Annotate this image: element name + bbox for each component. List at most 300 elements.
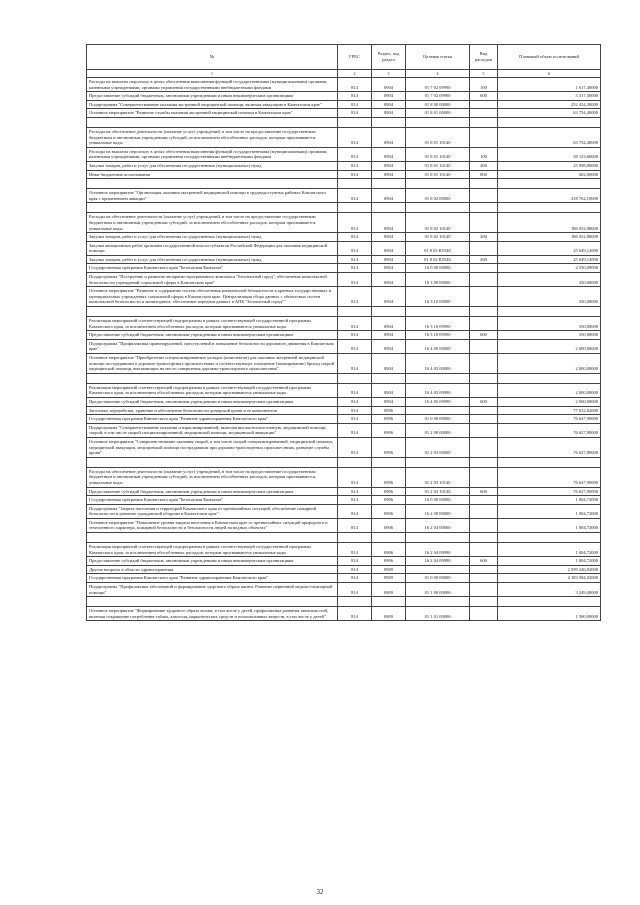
row-cs [406, 565, 470, 574]
row-grbs: 814 [338, 147, 372, 161]
row-vr: 100 [470, 147, 498, 161]
col-num: 3 [372, 70, 406, 78]
row-sum: 350,00000 [498, 317, 601, 331]
row-rzpr: 0904 [372, 213, 406, 233]
table-header-row [87, 45, 601, 70]
row-name: Закупка товаров, работ и услуг для обеспечения государственных (муниципальных) нужд [87, 255, 338, 264]
row-cs: 16 3 10 09990 [406, 317, 470, 331]
row-name: Государственная программа Камчатского края "Безопасная Камчатка" [87, 264, 338, 273]
spacer-cell [406, 597, 470, 607]
table-row [87, 574, 601, 583]
table-row [87, 406, 601, 415]
row-rzpr: 0909 [372, 607, 406, 621]
row-vr [470, 496, 498, 505]
row-name: Закупка авиационных работ органами государственной власти субъектов Российской Федерации для оказания медицинской помощи [87, 241, 338, 255]
row-rzpr: 0906 [372, 557, 406, 566]
row-grbs: 814 [338, 607, 372, 621]
row-name: Расходы на обеспечение деятельности (оказание услуг) учреждений, в том числе на предоставление государственным бюджетным и автономным учреждениям субсидий, за исключением обособленных расходов, которым присваиваются уникальные коды [87, 467, 338, 487]
spacer-cell [338, 597, 372, 607]
spacer-cell [338, 373, 372, 383]
row-rzpr: 0904 [372, 161, 406, 170]
row-vr [470, 607, 498, 621]
row-rzpr: 0904 [372, 233, 406, 242]
spacer-cell [406, 117, 470, 127]
row-rzpr: 0906 [372, 496, 406, 505]
row-cs: 01 8 01 10140 [406, 127, 470, 147]
spacer-cell [372, 533, 406, 543]
spacer-cell [87, 117, 338, 127]
row-sum: 76 627,90000 [498, 487, 601, 496]
spacer-cell [87, 597, 338, 607]
row-sum: 1 004,72000 [498, 557, 601, 566]
row-cs: 16 0 00 00000 [406, 496, 470, 505]
row-cs: 16 4 00 00000 [406, 339, 470, 353]
table-row [87, 383, 601, 397]
spacer-cell [498, 373, 601, 383]
row-rzpr: 0904 [372, 170, 406, 179]
row-sum: 2 000,00000 [498, 383, 601, 397]
spacer-cell [87, 533, 338, 543]
row-name: Предоставление субсидий бюджетным, автономным учреждениям и иным некоммерческим организациям [87, 487, 338, 496]
row-vr: 100 [470, 78, 498, 92]
table-row [87, 189, 601, 203]
row-cs: 01 8 02 R5540 [406, 241, 470, 255]
spacer-cell [338, 203, 372, 213]
row-grbs: 814 [338, 496, 372, 505]
row-vr [470, 287, 498, 307]
row-sum: 1 500,00000 [498, 607, 601, 621]
col-num: 4 [406, 70, 470, 78]
row-cs: 01 1 00 00000 [406, 583, 470, 597]
table-row [87, 583, 601, 597]
table-row [87, 496, 601, 505]
row-name: Реализация мероприятий соответствующей подпрограммы в рамках соответствующей государственной программы Камчатского края, за исключением обособленных расходов, которым присваиваются уникальные коды [87, 317, 338, 331]
row-name: Расходы на обеспечение деятельности (оказание услуг) учреждений, в том числе на предоставление государственным бюджетным и автономным учреждениям субсидий, за исключением обособленных расходов, которым присваиваются уникальные коды [87, 127, 338, 147]
table-row [87, 78, 601, 92]
row-sum: 1 004,72000 [498, 496, 601, 505]
table-row [87, 354, 601, 374]
spacer-cell [338, 179, 372, 189]
row-vr: 600 [470, 397, 498, 406]
row-rzpr: 0909 [372, 574, 406, 583]
row-grbs: 814 [338, 189, 372, 203]
row-grbs: 814 [338, 100, 372, 109]
table-row [87, 161, 601, 170]
row-cs: 01 8 02 10140 [406, 233, 470, 242]
row-sum: 218 762,10000 [498, 189, 601, 203]
header-sum: Плановый объем ассигнований [498, 45, 601, 70]
row-vr [470, 574, 498, 583]
spacer-cell [470, 533, 498, 543]
row-grbs: 814 [338, 415, 372, 424]
table-row [87, 543, 601, 557]
row-grbs: 814 [338, 255, 372, 264]
row-sum: 76 627,90000 [498, 467, 601, 487]
row-grbs: 814 [338, 170, 372, 179]
table-row [87, 607, 601, 621]
spacer-cell [406, 457, 470, 467]
row-grbs: 814 [338, 574, 372, 583]
row-sum: 186 052,98000 [498, 213, 601, 233]
row-grbs: 814 [338, 437, 372, 457]
spacer-cell [338, 307, 372, 317]
row-cs: 16 3 10 09990 [406, 331, 470, 340]
row-spacer [87, 203, 601, 213]
row-rzpr: 0909 [372, 565, 406, 574]
row-sum: 25 649,12000 [498, 241, 601, 255]
table-row [87, 518, 601, 532]
row-vr [470, 354, 498, 374]
row-rzpr: 0904 [372, 92, 406, 101]
table-body [87, 78, 601, 621]
row-rzpr: 0904 [372, 147, 406, 161]
row-vr [470, 518, 498, 532]
row-name: Закупка товаров, работ и услуг для обеспечения государственных (муниципальных) нужд [87, 161, 338, 170]
spacer-cell [470, 179, 498, 189]
table-row [87, 147, 601, 161]
row-sum: 2 599 246,92000 [498, 565, 601, 574]
header-grbs: ГРБС [338, 45, 372, 70]
row-grbs: 814 [338, 331, 372, 340]
row-vr [470, 437, 498, 457]
row-sum: 76 627,90000 [498, 415, 601, 424]
row-vr [470, 543, 498, 557]
table-row [87, 467, 601, 487]
spacer-cell [498, 597, 601, 607]
spacer-cell [498, 117, 601, 127]
row-name: Иные бюджетные ассигнования [87, 170, 338, 179]
row-name: Заготовка, переработка, хранение и обеспечение безопасности донорской крови и ее компонентов [87, 406, 338, 415]
row-name: Закупка товаров, работ и услуг для обеспечения государственных (муниципальных) нужд [87, 233, 338, 242]
row-cs: 01 8 01 10140 [406, 147, 470, 161]
row-cs: 16 4 05 09990 [406, 383, 470, 397]
spacer-cell [372, 597, 406, 607]
row-vr: 600 [470, 557, 498, 566]
row-cs: 01 8 02 R5540 [406, 255, 470, 264]
row-cs: 16 4 05 09990 [406, 397, 470, 406]
spacer-cell [470, 597, 498, 607]
table-row [87, 287, 601, 307]
spacer-cell [406, 179, 470, 189]
row-rzpr: 0904 [372, 383, 406, 397]
row-grbs: 814 [338, 406, 372, 415]
row-rzpr: 0904 [372, 189, 406, 203]
row-grbs: 814 [338, 78, 372, 92]
spacer-cell [498, 179, 601, 189]
row-grbs: 814 [338, 504, 372, 518]
row-grbs: 814 [338, 92, 372, 101]
row-cs: 01 8 02 10140 [406, 213, 470, 233]
row-sum: 5 317,30000 [498, 92, 601, 101]
table-row [87, 415, 601, 424]
row-grbs: 814 [338, 109, 372, 118]
row-name: Государственная программа Камчатского края "Развитие здравоохранения Камчатского края" [87, 415, 338, 424]
row-vr [470, 383, 498, 397]
spacer-cell [498, 203, 601, 213]
row-cs: 01 0 00 00000 [406, 574, 470, 583]
row-grbs: 814 [338, 557, 372, 566]
row-cs: 16 2 04 00000 [406, 518, 470, 532]
row-rzpr: 0906 [372, 415, 406, 424]
row-name: Подпрограмма "Профилактика заболеваний и формирование здорового образа жизни. Развитие первичной медико-санитарной помощи" [87, 583, 338, 597]
table-row [87, 255, 601, 264]
row-sum: 1 004,72000 [498, 518, 601, 532]
spacer-cell [470, 203, 498, 213]
row-grbs: 814 [338, 397, 372, 406]
row-sum: 25 649,12000 [498, 255, 601, 264]
row-name: Предоставление субсидий бюджетным, автономным учреждениям и иным некоммерческим организациям [87, 331, 338, 340]
row-vr: 200 [470, 255, 498, 264]
row-sum: 2 000,00000 [498, 339, 601, 353]
row-rzpr: 0904 [372, 397, 406, 406]
row-sum: 77 632,62000 [498, 406, 601, 415]
row-rzpr: 0906 [372, 504, 406, 518]
row-vr [470, 213, 498, 233]
spacer-cell [87, 373, 338, 383]
row-vr [470, 109, 498, 118]
table-row [87, 273, 601, 287]
col-num: 2 [338, 70, 372, 78]
row-rzpr: 0904 [372, 287, 406, 307]
row-sum: 25 098,80000 [498, 161, 601, 170]
row-cs: 01 2 00 00000 [406, 423, 470, 437]
row-rzpr: 0904 [372, 78, 406, 92]
row-vr [470, 317, 498, 331]
row-grbs: 814 [338, 317, 372, 331]
spacer-cell [498, 457, 601, 467]
row-grbs: 814 [338, 273, 372, 287]
row-sum: 1 004,72000 [498, 543, 601, 557]
row-grbs: 814 [338, 161, 372, 170]
row-vr [470, 406, 498, 415]
header-name: № [87, 45, 338, 70]
row-vr [470, 583, 498, 597]
row-sum: 3 249,40000 [498, 583, 601, 597]
col-num: 6 [498, 70, 601, 78]
row-sum: 2 000,00000 [498, 354, 601, 374]
row-cs: 01 8 00 00000 [406, 100, 470, 109]
row-name: Основное мероприятие "Повышение уровня защиты населения в Камчатском крае от чрезвычайных ситуаций природного и техногенного характера, пожарной безопасности и безопасности людей на водных объектах" [87, 518, 338, 532]
row-vr: 200 [470, 161, 498, 170]
budget-table-page [86, 44, 600, 621]
row-grbs: 814 [338, 543, 372, 557]
row-sum: 63 754,40000 [498, 127, 601, 147]
row-vr [470, 100, 498, 109]
row-grbs: 814 [338, 127, 372, 147]
row-name: Расходы на выплаты персоналу в целях обеспечения выполнения функций государственными (муниципальными) органами, казенными учреждениями, органами управления государственными внебюджетными фондами [87, 147, 338, 161]
row-name: Подпрограмма "Совершенствование оказания специализированной, включая высокотехнологичную, медицинской помощи, скорой, в том числе скорой специализированной, медицинской помощи, медицинской эвакуации" [87, 423, 338, 437]
row-grbs: 814 [338, 213, 372, 233]
row-name: Подпрограмма "Защита населения и территорий Камчатского края от чрезвычайных ситуаций, обеспечение пожарной безопасности и развитие гражданской обороны в Камчатском крае" [87, 504, 338, 518]
table-row [87, 487, 601, 496]
row-name: Основное мероприятие "Формирование здорового образа жизни, в том числе у детей, профилактика развития зависимостей, включая сокращение потребления табака, алкоголя, наркотических средств и психоактивных веществ, в том числе у детей" [87, 607, 338, 621]
row-sum: 2 183 584,02000 [498, 574, 601, 583]
row-cs: 01 2 03 00000 [406, 437, 470, 457]
page-number: 32 [316, 888, 324, 896]
row-grbs: 814 [338, 423, 372, 437]
row-sum: 350,00000 [498, 273, 601, 287]
row-name: Основное мероприятие "Организация оказания экстренной медицинской помощи в труднодоступных районах Камчатского края с применением авиации" [87, 189, 338, 203]
row-vr [470, 189, 498, 203]
row-rzpr: 0906 [372, 487, 406, 496]
row-vr [470, 504, 498, 518]
row-rzpr: 0904 [372, 264, 406, 273]
column-number-row [87, 70, 601, 78]
budget-table [86, 44, 601, 621]
table-row [87, 437, 601, 457]
row-spacer [87, 179, 601, 189]
row-grbs: 814 [338, 565, 372, 574]
row-spacer [87, 457, 601, 467]
row-cs: 16 2 00 00000 [406, 504, 470, 518]
spacer-cell [406, 533, 470, 543]
row-vr [470, 127, 498, 147]
header-cs: Целевая статья [406, 45, 470, 70]
row-cs: 16 3 00 00000 [406, 273, 470, 287]
spacer-cell [498, 533, 601, 543]
row-sum: 350,00000 [498, 287, 601, 307]
row-name: Государственная программа Камчатского края "Безопасная Камчатка" [87, 496, 338, 505]
spacer-cell [372, 373, 406, 383]
spacer-cell [470, 457, 498, 467]
spacer-cell [406, 307, 470, 317]
row-sum: 350,00000 [498, 331, 601, 340]
row-cs: 16 4 05 00000 [406, 354, 470, 374]
row-vr: 600 [470, 331, 498, 340]
spacer-cell [87, 457, 338, 467]
row-sum: 2 000,00000 [498, 397, 601, 406]
row-vr: 200 [470, 233, 498, 242]
row-grbs: 814 [338, 467, 372, 487]
row-sum: 63 754,40000 [498, 109, 601, 118]
table-row [87, 127, 601, 147]
row-name: Подпрограмма "Построение и развитие аппаратно-программного комплекса "Безопасный город", обеспечение комплексной безопасности учреждений социальной сферы в Камчатском крае" [87, 273, 338, 287]
row-cs: 01 8 01 10140 [406, 170, 470, 179]
row-name: Предоставление субсидий бюджетным, автономным учреждениям и иным некоммерческим организациям [87, 397, 338, 406]
row-grbs: 814 [338, 383, 372, 397]
spacer-cell [87, 203, 338, 213]
spacer-cell [87, 179, 338, 189]
row-vr [470, 273, 498, 287]
row-grbs: 814 [338, 487, 372, 496]
header-rzpr: Раздел, под раздел [372, 45, 406, 70]
row-sum: 252 434,30000 [498, 100, 601, 109]
spacer-cell [338, 117, 372, 127]
row-rzpr: 0904 [372, 127, 406, 147]
row-cs: 16 2 04 09990 [406, 557, 470, 566]
row-name: Расходы на обеспечение деятельности (оказание услуг) учреждений, в том числе на предоставление государственным бюджетным и автономным учреждениям субсидий, за исключением обособленных расходов, которым присваиваются уникальные коды [87, 213, 338, 233]
row-cs: 16 2 04 09990 [406, 543, 470, 557]
row-rzpr: 0904 [372, 273, 406, 287]
spacer-cell [338, 533, 372, 543]
row-name: Государственная программа Камчатского края "Развитие здравоохранения Камчатского края" [87, 574, 338, 583]
table-row [87, 92, 601, 101]
row-vr [470, 415, 498, 424]
row-rzpr: 0906 [372, 467, 406, 487]
row-rzpr: 0904 [372, 339, 406, 353]
row-rzpr: 0904 [372, 317, 406, 331]
row-name: Основное мероприятие "Приобретение специализированных укладок (комплектов) для оказания экстренной медицинской помощи пострадавшим в дорожно-транспортных происшествиях и соответствующее оснащение (экипирование) бригад скорой медицинской помощи, выезжающих на место совершения дорожно-транспортного происшествия" [87, 354, 338, 374]
row-sum: 76 627,90000 [498, 423, 601, 437]
row-rzpr: 0904 [372, 255, 406, 264]
row-vr [470, 467, 498, 487]
row-cs: 16 0 00 00000 [406, 264, 470, 273]
table-row [87, 565, 601, 574]
table-row [87, 100, 601, 109]
spacer-cell [406, 373, 470, 383]
row-vr [470, 241, 498, 255]
row-cs: 01 7 02 09990 [406, 92, 470, 101]
table-row [87, 213, 601, 233]
row-rzpr: 0904 [372, 100, 406, 109]
spacer-cell [372, 179, 406, 189]
row-rzpr: 0906 [372, 406, 406, 415]
row-grbs: 814 [338, 233, 372, 242]
row-cs [406, 406, 470, 415]
table-row [87, 331, 601, 340]
row-sum: 76 627,90000 [498, 437, 601, 457]
row-vr [470, 264, 498, 273]
row-rzpr: 0906 [372, 423, 406, 437]
row-grbs: 814 [338, 264, 372, 273]
spacer-cell [470, 307, 498, 317]
row-cs: 01 8 01 10140 [406, 161, 470, 170]
spacer-cell [372, 457, 406, 467]
row-rzpr: 0906 [372, 437, 406, 457]
row-spacer [87, 597, 601, 607]
table-row [87, 109, 601, 118]
row-grbs: 814 [338, 287, 372, 307]
row-vr [470, 339, 498, 353]
row-rzpr: 0904 [372, 241, 406, 255]
spacer-cell [372, 117, 406, 127]
row-sum: 38 153,60000 [498, 147, 601, 161]
row-name: Основное мероприятие "Совершенствование оказания скорой, в том числе скорой специализированной, медицинской помощи, медицинской эвакуации, медицинской помощи пострадавшим при дорожно-транспортных происшествиях, развитие службы крови" [87, 437, 338, 457]
row-grbs: 814 [338, 354, 372, 374]
row-rzpr: 0906 [372, 543, 406, 557]
row-cs: 01 2 03 10140 [406, 467, 470, 487]
table-row [87, 241, 601, 255]
row-cs: 01 8 02 00000 [406, 189, 470, 203]
row-vr [470, 423, 498, 437]
row-name: Подпрограмма "Совершенствование оказания экстренной медицинской помощи, включая эвакуацию в Камчатском крае" [87, 100, 338, 109]
row-spacer [87, 307, 601, 317]
row-sum: 402,00000 [498, 170, 601, 179]
row-sum: 1 004,72000 [498, 504, 601, 518]
table-row [87, 264, 601, 273]
row-cs: 01 7 02 09990 [406, 78, 470, 92]
row-rzpr: 0904 [372, 331, 406, 340]
row-spacer [87, 373, 601, 383]
spacer-cell [470, 373, 498, 383]
row-cs: 01 1 01 00000 [406, 607, 470, 621]
row-vr: 600 [470, 487, 498, 496]
row-sum: 186 052,98000 [498, 233, 601, 242]
row-name: Другие вопросы в области здравоохранения [87, 565, 338, 574]
row-grbs: 814 [338, 241, 372, 255]
row-grbs: 814 [338, 518, 372, 532]
row-rzpr: 0904 [372, 109, 406, 118]
table-row [87, 397, 601, 406]
spacer-cell [498, 307, 601, 317]
table-row [87, 170, 601, 179]
row-cs: 01 8 01 00000 [406, 109, 470, 118]
row-vr: 800 [470, 170, 498, 179]
row-grbs: 814 [338, 583, 372, 597]
spacer-cell [338, 457, 372, 467]
row-spacer [87, 117, 601, 127]
spacer-cell [87, 307, 338, 317]
